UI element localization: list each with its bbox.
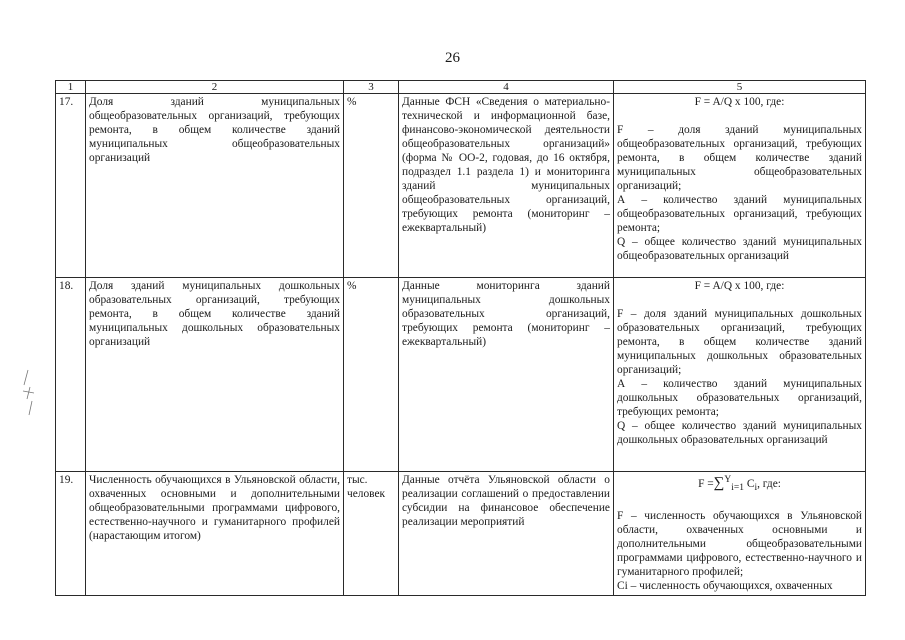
- header-row: [56, 81, 866, 94]
- formula-cell: [614, 472, 866, 596]
- sum-term-index: i: [754, 483, 758, 494]
- table-row: [56, 278, 866, 472]
- formula-definition: F – доля зданий муниципальных дошкольных образовательных организаций, требующих ремонта, в общем количестве зданий муниципальных дошкольных образовательных организаций;: [617, 308, 862, 376]
- formula-title: F = A/Q x 100, где:: [694, 280, 785, 292]
- unit: %: [344, 94, 399, 278]
- formula-definition: Ci – численность обучающихся, охваченных: [617, 580, 833, 593]
- data-source: Данные отчёта Ульяновской области о реализации соглашений о предоставлении субсидии на финансовое обеспечение реализации мероприятий: [399, 472, 614, 596]
- indicator-name: Численность обучающихся в Ульяновской области, охваченных основными и дополнительными общеобразовательными программами цифрового, естественно-научного и гуманитарного профилей (нарастающим итогом): [86, 472, 344, 596]
- formula-title: F = A/Q x 100, где:: [694, 96, 785, 108]
- sum-term: C: [746, 477, 755, 490]
- formula-definition: F – численность обучающихся в Ульяновской области, охваченных основными и дополнительными общеобразовательными программами цифрового, естественно-научного и гуманитарного профилей;: [617, 510, 862, 579]
- formula-definition: А – количество зданий муниципальных общеобразовательных организаций, требующих ремонта;: [617, 194, 862, 234]
- indicators-table: [55, 80, 866, 596]
- column-header: 4: [399, 81, 614, 94]
- formula-title: [617, 473, 862, 495]
- formula-lhs: F =: [698, 477, 714, 490]
- column-header: 3: [344, 81, 399, 94]
- column-header: 1: [56, 81, 86, 94]
- formula-definition: А – количество зданий муниципальных дошкольных образовательных организаций, требующих ремонта;: [617, 378, 862, 418]
- table-row: [56, 94, 866, 278]
- formula-definition: F – доля зданий муниципальных общеобразовательных организаций, требующих ремонта, в общем количестве зданий муниципальных общеобразовательных организаций;: [617, 124, 862, 192]
- formula-cell: [614, 94, 866, 278]
- formula-tail: , где:: [757, 477, 781, 490]
- column-header: 2: [86, 81, 344, 94]
- row-number: 17.: [56, 94, 86, 278]
- table-row: [56, 472, 866, 596]
- indicator-name: Доля зданий муниципальных общеобразовательных организаций, требующих ремонта, в общем количестве зданий муниципальных общеобразовательных организаций: [86, 94, 344, 278]
- data-source: Данные ФСН «Сведения о материально-технической и информационной базе, финансово-экономической деятельности общеобразовательных организаций» (форма № ОО-2, годовая, до 16 октября, подраздел 1.1 раздела 1) и мониторинга зданий муниципальных общеобразовательных организаций, требующих ремонта (мониторинг – ежеквартальный): [399, 94, 614, 278]
- sum-symbol: ∑: [713, 474, 725, 491]
- margin-pencil-marks: [18, 365, 48, 425]
- unit: %: [344, 278, 399, 472]
- formula-definition: Q – общее количество зданий муниципальных общеобразовательных организаций: [617, 236, 862, 262]
- page-number: 26: [445, 50, 460, 66]
- row-number: 19.: [56, 472, 86, 596]
- indicator-name: Доля зданий муниципальных дошкольных образовательных организаций, требующих ремонта, в общем количестве зданий муниципальных дошкольных образовательных организаций: [86, 278, 344, 472]
- sum-upper-limit: Y: [724, 475, 732, 485]
- formula-cell: [614, 278, 866, 472]
- formula-definition: Q – общее количество зданий муниципальных дошкольных образовательных организаций: [617, 420, 862, 446]
- data-source: Данные мониторинга зданий муниципальных дошкольных образовательных организаций, требующих ремонта (мониторинг – ежеквартальный): [399, 278, 614, 472]
- row-number: 18.: [56, 278, 86, 472]
- column-header: 5: [614, 81, 866, 94]
- sum-lower-limit: i=1: [731, 483, 744, 494]
- unit: тыс. человек: [344, 472, 399, 596]
